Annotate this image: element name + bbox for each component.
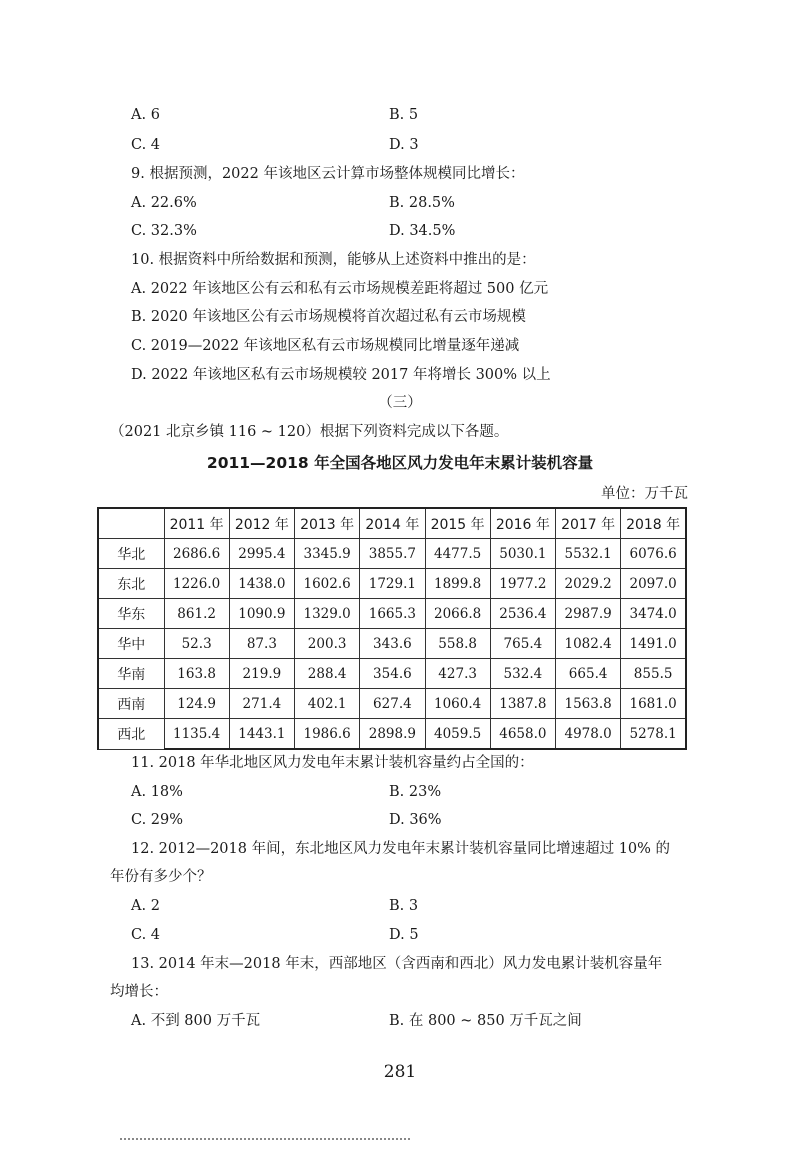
table-cell: 5030.1 [490,539,555,569]
table-cell: 1090.9 [229,599,294,629]
table-header-row [98,508,686,539]
table-cell: 271.4 [229,689,294,719]
table-cell: 343.6 [360,629,425,659]
table-cell: 2536.4 [490,599,555,629]
table-cell: 1491.0 [621,629,686,659]
table-cell: 4477.5 [425,539,490,569]
table-cell: 1899.8 [425,569,490,599]
table-cell: 2686.6 [164,539,229,569]
table-title: 2011—2018 年全国各地区风力发电年末累计装机容量 [206,454,594,472]
table-cell: 2066.8 [425,599,490,629]
table-cell: 1681.0 [621,689,686,719]
table-cell: 124.9 [164,689,229,719]
q11-option-d: D. 36% [389,812,442,828]
table-row [98,689,686,719]
table-cell: 4978.0 [556,719,621,750]
table-cell: 1563.8 [556,689,621,719]
row-label: 华北 [98,539,164,569]
q13-stem-line1: 13. 2014 年末—2018 年末，西部地区（含西南和西北）风力发电累计装机容量年 [131,956,663,972]
q12-option-d: D. 5 [389,927,419,943]
table-header-cell: 2014 年 [360,508,425,539]
table-cell: 1443.1 [229,719,294,750]
table-row [98,629,686,659]
table-header-cell: 2013 年 [295,508,360,539]
table-cell: 1729.1 [360,569,425,599]
q9-stem: 9. 根据预测，2022 年该地区云计算市场整体规模同比增长： [131,166,525,182]
q8-option-d: D. 3 [389,137,419,153]
table-cell: 1387.8 [490,689,555,719]
q11-option-c: C. 29% [131,812,184,828]
table-cell: 2995.4 [229,539,294,569]
q11-option-b: B. 23% [389,784,442,800]
q9-option-b: B. 28.5% [389,195,455,211]
table-corner-cell [98,508,164,539]
q10-option-d: D. 2022 年该地区私有云市场规模较 2017 年将增长 300% 以上 [131,367,551,383]
table-header-cell: 2011 年 [164,508,229,539]
table-cell: 354.6 [360,659,425,689]
table-cell: 1060.4 [425,689,490,719]
table-cell: 5278.1 [621,719,686,750]
section-intro: （2021 北京乡镇 116 ~ 120）根据下列资料完成以下各题。 [110,424,509,440]
q9-option-a: A. 22.6% [131,195,197,211]
page-number: 281 [383,1062,417,1082]
table-row [98,659,686,689]
table-cell: 2029.2 [556,569,621,599]
table-row [98,599,686,629]
footer-scan-marks [120,1138,410,1144]
q11-stem: 11. 2018 年华北地区风力发电年末累计装机容量约占全国的： [131,755,534,771]
table-cell: 1082.4 [556,629,621,659]
table-header-cell: 2018 年 [621,508,686,539]
q10-option-b: B. 2020 年该地区公有云市场规模将首次超过私有云市场规模 [131,309,526,325]
q12-option-c: C. 4 [131,927,161,943]
row-label: 西北 [98,719,164,750]
table-cell: 2987.9 [556,599,621,629]
table-cell: 1977.2 [490,569,555,599]
table-cell: 558.8 [425,629,490,659]
table-cell: 765.4 [490,629,555,659]
table-cell: 3474.0 [621,599,686,629]
table-cell: 1226.0 [164,569,229,599]
table-cell: 5532.1 [556,539,621,569]
q9-option-d: D. 34.5% [389,223,456,239]
table-cell: 163.8 [164,659,229,689]
q8-option-c: C. 4 [131,137,161,153]
table-cell: 532.4 [490,659,555,689]
table-cell: 1986.6 [295,719,360,750]
data-table [97,507,687,750]
table-cell: 627.4 [360,689,425,719]
table-cell: 427.3 [425,659,490,689]
table-cell: 52.3 [164,629,229,659]
table-header-cell: 2016 年 [490,508,555,539]
row-label: 华南 [98,659,164,689]
q12-stem-line1: 12. 2012—2018 年间，东北地区风力发电年末累计装机容量同比增速超过 10% 的 [131,841,671,857]
row-label: 西南 [98,689,164,719]
q12-option-a: A. 2 [131,898,160,914]
table-row [98,539,686,569]
table-header-cell: 2012 年 [229,508,294,539]
table-cell: 855.5 [621,659,686,689]
q13-option-a: A. 不到 800 万千瓦 [131,1013,261,1029]
table-cell: 1602.6 [295,569,360,599]
table-row [98,719,686,750]
table-cell: 1665.3 [360,599,425,629]
q12-stem-line2: 年份有多少个？ [110,869,212,885]
table-cell: 4658.0 [490,719,555,750]
q8-option-a: A. 6 [131,107,160,123]
row-label: 华东 [98,599,164,629]
table-cell: 3345.9 [295,539,360,569]
table-cell: 861.2 [164,599,229,629]
q13-stem-line2: 均增长： [110,984,168,1000]
table-cell: 87.3 [229,629,294,659]
table-cell: 1438.0 [229,569,294,599]
q10-stem: 10. 根据资料中所给数据和预测，能够从上述资料中推出的是： [131,252,536,268]
table-cell: 402.1 [295,689,360,719]
row-label: 华中 [98,629,164,659]
table-header-cell: 2017 年 [556,508,621,539]
table-cell: 3855.7 [360,539,425,569]
q12-option-b: B. 3 [389,898,419,914]
table-cell: 2097.0 [621,569,686,599]
table-unit: 单位：万千瓦 [601,486,688,502]
table-cell: 4059.5 [425,719,490,750]
table-header-cell: 2015 年 [425,508,490,539]
table-cell: 1329.0 [295,599,360,629]
table-cell: 2898.9 [360,719,425,750]
table-cell: 1135.4 [164,719,229,750]
table-cell: 6076.6 [621,539,686,569]
q13-option-b: B. 在 800 ~ 850 万千瓦之间 [389,1013,582,1029]
table-cell: 665.4 [556,659,621,689]
q9-option-c: C. 32.3% [131,223,197,239]
table-cell: 288.4 [295,659,360,689]
q8-option-b: B. 5 [389,107,419,123]
table-cell: 219.9 [229,659,294,689]
q10-option-a: A. 2022 年该地区公有云和私有云市场规模差距将超过 500 亿元 [131,281,549,297]
section-heading: （三） [378,395,422,411]
table-cell: 200.3 [295,629,360,659]
q10-option-c: C. 2019—2022 年该地区私有云市场规模同比增量逐年递减 [131,338,520,354]
q11-option-a: A. 18% [131,784,183,800]
table-row [98,569,686,599]
row-label: 东北 [98,569,164,599]
